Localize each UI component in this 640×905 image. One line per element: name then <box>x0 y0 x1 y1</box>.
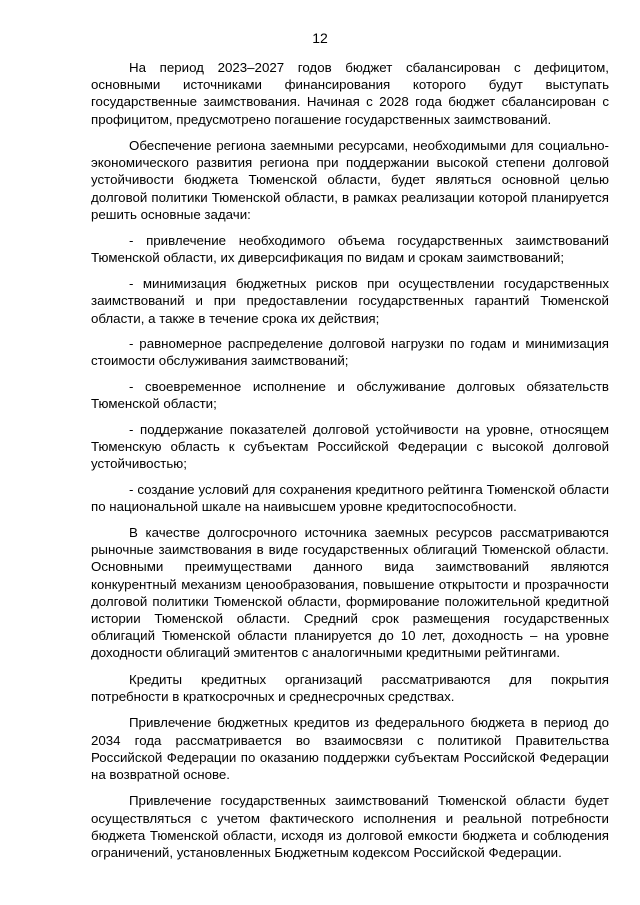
list-item-task-2: - минимизация бюджетных рисков при осуществлении государственных заимствований и при предоставлении государственных гарантий Тюменской области, а также в течение срока их действия; <box>91 276 609 326</box>
paragraph-federal-credits: Привлечение бюджетных кредитов из федерального бюджета в период до 2034 года рассматривается во взаимосвязи с политикой Правительства Российской Федерации по оказанию поддержки субъектам Российской Федерации на возвратной основе. <box>91 715 609 783</box>
paragraph-budget-balance: На период 2023–2027 годов бюджет сбалансирован с дефицитом, основными источниками финансирования которого будут выступать государственные заимствования. Начиная с 2028 года бюджет сбалансирован с профицитом, предусмотрено погашение государственных заимствований. <box>91 60 609 127</box>
list-item-task-3: - равномерное распределение долговой нагрузки по годам и минимизация стоимости обслуживания заимствований; <box>91 336 609 369</box>
paragraph-debt-policy-goal: Обеспечение региона заемными ресурсами, необходимыми для социально-экономического развития региона при поддержании высокой степени долговой устойчивости бюджета Тюменской области, будет являться основной целью долговой политики Тюменской области, в рамках реализации которой планируется решить основные задачи: <box>91 138 609 222</box>
paragraph-bank-credits: Кредиты кредитных организаций рассматриваются для покрытия потребности в краткосрочных и среднесрочных средствах. <box>91 671 609 705</box>
list-item-task-5: - поддержание показателей долговой устойчивости на уровне, относящем Тюменскую область к субъектам Российской Федерации с высокой долговой устойчивостью; <box>91 422 609 472</box>
list-item-task-6: - создание условий для сохранения кредитного рейтинга Тюменской области по национальной шкале на наивысшем уровне кредитоспособности. <box>91 482 609 515</box>
paragraph-bonds: В качестве долгосрочного источника заемных ресурсов рассматриваются рыночные заимствования в виде государственных облигаций Тюменской области. Основными преимуществами данного вида заимствований являются конкурентный механизм ценообразования, повышение открытости и прозрачности долговой политики Тюменской области, формирование положительной кредитной истории Тюменской области. Средний срок размещения государственных облигаций Тюменской области планируется до 10 лет, доходность – на уровне доходности облигаций эмитентов с аналогичными кредитными рейтингами. <box>91 525 609 661</box>
list-item-task-1: - привлечение необходимого объема государственных заимствований Тюменской области, их диверсификация по видам и срокам заимствований; <box>91 233 609 266</box>
list-item-task-4: - своевременное исполнение и обслуживание долговых обязательств Тюменской области; <box>91 379 609 412</box>
paragraph-borrowing-conditions: Привлечение государственных заимствований Тюменской области будет осуществляться с учетом фактического исполнения и реальной потребности бюджета Тюменской области, исходя из долговой емкости бюджета и соблюдения ограничений, установленных Бюджетным кодексом Российской Федерации. <box>91 793 609 861</box>
page-number: 12 <box>312 30 328 46</box>
document-body <box>91 59 609 870</box>
